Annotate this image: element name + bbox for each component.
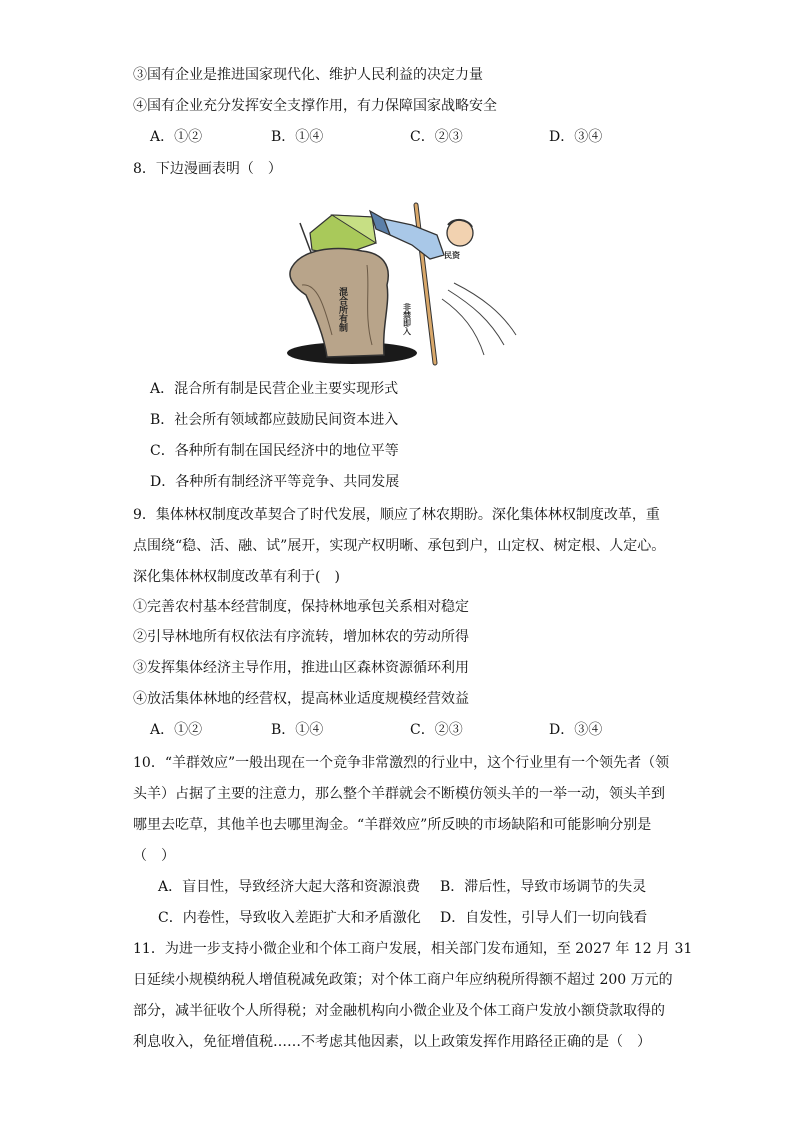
q7-item-4: ④国有企业充分发挥安全支撑作用，有力保障国家战略安全 (133, 98, 497, 114)
q8-stem: 8．下边漫画表明（ ） (133, 161, 282, 177)
q9-stem-line-1: 9．集体林权制度改革契合了时代发展，顺应了林农期盼。深化集体林权制度改革，重 (133, 507, 660, 523)
q7-option-c[interactable]: C．②③ (410, 129, 463, 145)
q8-option-a[interactable]: A．混合所有制是民营企业主要实现形式 (150, 381, 399, 397)
q11-stem-line-1: 11．为进一步支持小微企业和个体工商户发展，相关部门发布通知，至 2027 年 12 月 31 (133, 941, 693, 957)
q10-option-c[interactable]: C．内卷性，导致收入差距扩大和矛盾激化 (158, 910, 421, 926)
q8-option-c[interactable]: C．各种所有制在国民经济中的地位平等 (150, 443, 399, 459)
q8-option-d[interactable]: D．各种所有制经济平等竞争、共同发展 (150, 474, 400, 490)
q9-item-4: ④放活集体林地的经营权，提高林业适度规模经营效益 (133, 691, 469, 707)
q7-option-b[interactable]: B．①④ (271, 129, 324, 145)
q7-item-3: ③国有企业是推进国家现代化、维护人民利益的决定力量 (133, 67, 483, 83)
q9-option-b[interactable]: B．①④ (271, 722, 324, 738)
q8-option-b[interactable]: B．社会所有领域都应鼓励民间资本进入 (150, 412, 399, 428)
q11-stem-line-3: 部分，减半征收个人所得税；对金融机构向小微企业及个体工商户发放小额贷款取得的 (133, 1003, 665, 1019)
q9-option-d[interactable]: D．③④ (549, 722, 603, 738)
q10-option-a[interactable]: A．盲目性，导致经济大起大落和资源浪费 (158, 879, 421, 895)
q10-option-b[interactable]: B．滞后性，导致市场调节的失灵 (440, 879, 647, 895)
q10-stem-line-4: （ ） (133, 848, 175, 864)
q9-item-3: ③发挥集体经济主导作用，推进山区森林资源循环利用 (133, 660, 469, 676)
q10-stem-line-2: 头羊）占据了主要的注意力，那么整个羊群就会不断模仿领头羊的一举一动，领头羊到 (133, 786, 665, 802)
rock-label: 混合所有制 (337, 287, 347, 332)
q9-option-a[interactable]: A．①② (150, 722, 203, 738)
q9-stem-line-3: 深化集体林权制度改革有利于( ) (133, 569, 340, 585)
q11-stem-line-2: 日延续小规模纳税人增值税减免政策；对个体工商户年应纳税所得额不超过 200 万元的 (133, 972, 673, 988)
person-label: 民资 (444, 251, 460, 260)
q7-option-a[interactable]: A．①② (150, 129, 203, 145)
sign-label: 非禁即入 (402, 303, 412, 335)
q10-option-d[interactable]: D．自发性，引导人们一切向钱看 (440, 910, 648, 926)
q10-stem-line-3: 哪里去吃草，其他羊也去哪里淘金。“羊群效应”所反映的市场缺陷和可能影响分别是 (133, 817, 652, 833)
q9-item-2: ②引导林地所有权依法有序流转，增加林农的劳动所得 (133, 629, 469, 645)
q7-option-d[interactable]: D．③④ (549, 129, 603, 145)
q9-item-1: ①完善农村基本经营制度，保持林地承包关系相对稳定 (133, 599, 469, 615)
ownership-cartoon (272, 195, 522, 370)
q11-stem-line-4: 利息收入，免征增值税……不考虑其他因素，以上政策发挥作用路径正确的是（ ） (133, 1034, 651, 1050)
q10-stem-line-1: 10．“羊群效应”一般出现在一个竞争非常激烈的行业中，这个行业里有一个领先者（领 (133, 755, 670, 771)
q9-option-c[interactable]: C．②③ (410, 722, 463, 738)
person-body-icon (384, 219, 444, 259)
q9-stem-line-2: 点围绕“稳、活、融、试”展开，实现产权明晰、承包到户，山定权、树定根、人定心。 (133, 538, 666, 554)
